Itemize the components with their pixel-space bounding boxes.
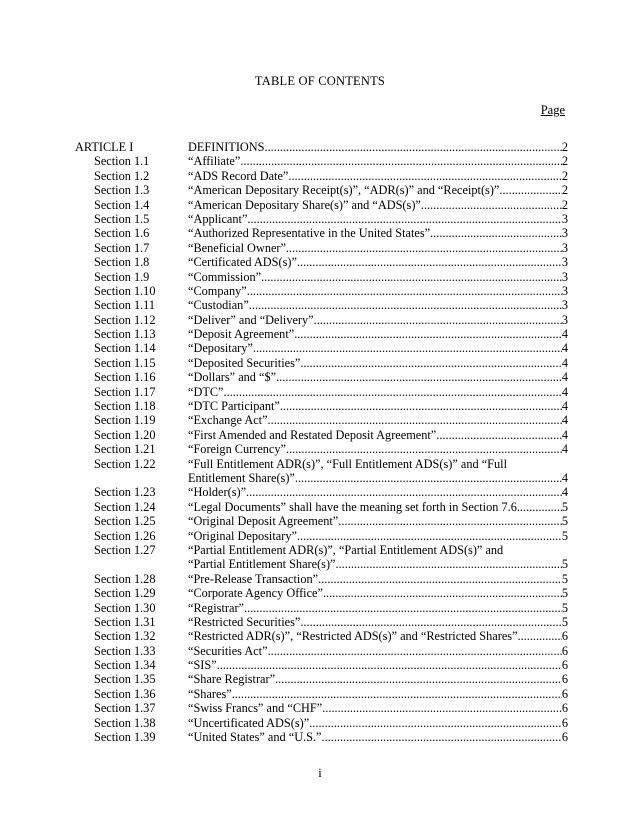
- toc-entry[interactable]: [0, 485, 640, 499]
- toc-entry[interactable]: [0, 658, 640, 672]
- dot-leader: [336, 557, 562, 571]
- toc-entry-label: Section 1.16: [94, 370, 156, 385]
- toc-entry-title-block: [188, 212, 568, 226]
- toc-entry[interactable]: [0, 413, 640, 427]
- dot-leader: [253, 341, 562, 355]
- toc-entry-title-block: [188, 687, 568, 701]
- toc-entry-label: Section 1.18: [94, 399, 156, 414]
- dot-leader: [518, 629, 562, 643]
- toc-entry-title: “Dollars” and “$”: [188, 370, 277, 385]
- toc-entry-page: 3: [561, 269, 568, 284]
- toc-entry-page: 3: [561, 312, 568, 327]
- dot-leader: [430, 226, 562, 240]
- toc-entry-page: 6: [561, 715, 568, 730]
- toc-entry-title-block: [188, 529, 568, 543]
- toc-entry[interactable]: [0, 730, 640, 744]
- toc-entry-title: “Securities Act”: [188, 643, 268, 658]
- toc-entry-title: “Deposit Agreement”: [188, 327, 295, 342]
- toc-entry-title: “Share Registrar”: [188, 672, 276, 687]
- toc-entry-title: “Holder(s)”: [188, 485, 247, 500]
- toc-entry[interactable]: [0, 500, 640, 514]
- dot-leader: [300, 356, 562, 370]
- dot-leader: [265, 140, 562, 154]
- toc-entry-title-block: [188, 601, 568, 615]
- toc-entry[interactable]: [0, 428, 640, 442]
- toc-entry-page: 4: [561, 413, 568, 428]
- toc-entry-title: “Commission”: [188, 269, 262, 284]
- toc-entry-label: ARTICLE I: [75, 140, 134, 154]
- toc-entry-label: Section 1.32: [94, 629, 156, 644]
- toc-entry-page: 5: [561, 499, 568, 514]
- toc-entry-label: Section 1.26: [94, 528, 156, 543]
- dot-leader: [246, 485, 562, 499]
- toc-entry-title: “Company”: [188, 283, 247, 298]
- toc-entry-page: 5: [561, 600, 568, 615]
- toc-entry-label: Section 1.20: [94, 427, 156, 442]
- toc-entry-label: Section 1.38: [94, 715, 156, 730]
- toc-entry-page: 5: [561, 528, 568, 543]
- toc-entry-label: Section 1.7: [94, 240, 150, 255]
- toc-entry[interactable]: [0, 716, 640, 730]
- toc-entry-title: “Deposited Securities”: [188, 355, 301, 370]
- toc-entry-label: Section 1.39: [94, 730, 156, 745]
- toc-entry-page: 5: [561, 614, 568, 629]
- toc-entry-page: 4: [561, 470, 568, 485]
- toc-entry-label: Section 1.23: [94, 485, 156, 500]
- toc-entry-label: Section 1.10: [94, 283, 156, 298]
- toc-entry[interactable]: [0, 529, 640, 543]
- dot-leader: [288, 169, 561, 183]
- toc-entry-title: “SIS”: [188, 658, 217, 673]
- toc-entry-page: 3: [561, 240, 568, 255]
- dot-leader: [318, 572, 562, 586]
- toc-entry-page: 4: [561, 384, 568, 399]
- toc-entry-page: 3: [561, 226, 568, 241]
- toc-entry[interactable]: [0, 226, 640, 240]
- toc-entry-page: 3: [561, 255, 568, 270]
- toc-entry-title: “Uncertificated ADS(s)”: [188, 715, 310, 730]
- toc-entry-label: Section 1.4: [94, 197, 150, 212]
- toc-entry-page: 3: [561, 298, 568, 313]
- toc-entry-label: Section 1.27: [94, 542, 156, 557]
- toc-entry[interactable]: [0, 154, 640, 168]
- toc-entry-page: 2: [561, 154, 568, 169]
- dot-leader: [499, 183, 561, 197]
- toc-entry-title: “First Amended and Restated Deposit Agreement”: [188, 427, 437, 442]
- toc-entry-page: 6: [561, 730, 568, 745]
- toc-entry-title: “Foreign Currency”: [188, 442, 286, 457]
- toc-entry-title-block: [188, 399, 568, 413]
- toc-entry-title-block: [188, 370, 568, 384]
- toc-entry-label: Section 1.25: [94, 514, 156, 529]
- dot-leader: [244, 601, 562, 615]
- toc-entry-title: “Exchange Act”: [188, 413, 268, 428]
- toc-entry-label: Section 1.2: [94, 168, 150, 183]
- toc-entry-title-block: [188, 385, 568, 399]
- toc-entry-label: Section 1.37: [94, 701, 156, 716]
- toc-entry-label: Section 1.24: [94, 499, 156, 514]
- dot-leader: [268, 413, 562, 427]
- toc-entry[interactable]: [0, 140, 640, 154]
- toc-entry-title-block: [188, 198, 568, 212]
- toc-entry[interactable]: [0, 543, 640, 572]
- dot-leader: [309, 716, 562, 730]
- toc-entry-label: Section 1.12: [94, 312, 156, 327]
- dot-leader: [436, 428, 562, 442]
- toc-entry-title-first-line: “Partial Entitlement ADR(s)”, “Partial Entitlement ADS(s)” and: [188, 542, 504, 557]
- toc-entry-page: 4: [561, 442, 568, 457]
- toc-entry[interactable]: [0, 629, 640, 643]
- dot-leader: [517, 500, 562, 514]
- toc-entry-title-first-line: “Full Entitlement ADR(s)”, “Full Entitlement ADS(s)” and “Full: [188, 456, 507, 471]
- toc-entry-title-block: [188, 615, 568, 629]
- toc-entry-label: Section 1.14: [94, 341, 156, 356]
- toc-entry-title: Entitlement Share(s)”: [188, 470, 295, 485]
- toc-entry-title-block: [188, 701, 568, 715]
- toc-entry[interactable]: [0, 687, 640, 701]
- dot-leader: [247, 212, 561, 226]
- toc-entry-title: “Affiliate”: [188, 154, 241, 169]
- toc-entry-title: “Authorized Representative in the United States”: [188, 226, 431, 241]
- toc-entry-title: “Legal Documents” shall have the meaning set forth in Section 7.6: [188, 499, 517, 514]
- toc-entry-title: “Depositary”: [188, 341, 253, 356]
- dot-leader: [261, 270, 562, 284]
- toc-entry-title: “ADS Record Date”: [188, 168, 289, 183]
- table-of-contents: [0, 140, 640, 744]
- toc-entry-page: 2: [561, 140, 568, 154]
- toc-entry-label: Section 1.15: [94, 355, 156, 370]
- toc-entry-title-block: [188, 485, 568, 499]
- dot-leader: [224, 385, 562, 399]
- page-number-footer: i: [318, 766, 322, 780]
- dot-leader: [314, 313, 562, 327]
- toc-entry-title-block: [188, 270, 568, 284]
- toc-entry-title-block: [188, 183, 568, 197]
- toc-entry[interactable]: [0, 601, 640, 615]
- toc-entry-title-block: [188, 413, 568, 427]
- toc-entry-title-block: [188, 356, 568, 370]
- toc-entry-title: “Original Depositary”: [188, 528, 297, 543]
- toc-entry[interactable]: [0, 615, 640, 629]
- dot-leader: [294, 327, 562, 341]
- toc-entry-title-block: [188, 154, 568, 168]
- toc-entry[interactable]: [0, 442, 640, 456]
- dot-leader: [300, 615, 562, 629]
- toc-entry-title: “Applicant”: [188, 211, 248, 226]
- toc-entry-title-block: [188, 169, 568, 183]
- toc-entry-page: 2: [561, 197, 568, 212]
- toc-entry-title: “Original Deposit Agreement”: [188, 514, 339, 529]
- toc-entry-page: 4: [561, 399, 568, 414]
- dot-leader: [421, 198, 562, 212]
- toc-entry-title: “Swiss Francs” and “CHF”: [188, 701, 323, 716]
- toc-entry-title: “Custodian”: [188, 298, 249, 313]
- toc-entry[interactable]: [0, 644, 640, 658]
- toc-entry[interactable]: [0, 514, 640, 528]
- toc-entry-label: Section 1.28: [94, 571, 156, 586]
- toc-entry[interactable]: [0, 356, 640, 370]
- toc-entry-title-block: [188, 672, 568, 686]
- toc-entry-title-block: [188, 629, 568, 643]
- toc-entry-title-block: [188, 572, 568, 586]
- toc-entry-title-block: [188, 140, 568, 154]
- toc-entry-title: “Deliver” and “Delivery”: [188, 312, 314, 327]
- toc-entry-label: Section 1.31: [94, 614, 156, 629]
- toc-entry[interactable]: [0, 385, 640, 399]
- page-column-header: Page: [540, 103, 565, 117]
- toc-entry[interactable]: [0, 672, 640, 686]
- toc-entry[interactable]: [0, 701, 640, 715]
- dot-leader: [232, 687, 562, 701]
- toc-entry[interactable]: [0, 183, 640, 197]
- toc-entry-label: Section 1.36: [94, 686, 156, 701]
- toc-entry-title-block: [188, 284, 568, 298]
- toc-entry-page: 6: [561, 701, 568, 716]
- toc-entry-title-block: [188, 298, 568, 312]
- toc-entry-title-block: [188, 586, 568, 600]
- toc-entry-title: “Restricted Securities”: [188, 614, 301, 629]
- toc-entry-title-block: [188, 241, 568, 255]
- dot-leader: [240, 154, 561, 168]
- toc-entry[interactable]: [0, 341, 640, 355]
- toc-entry-page: 5: [561, 514, 568, 529]
- toc-entry-label: Section 1.30: [94, 600, 156, 615]
- toc-entry-page: 6: [561, 658, 568, 673]
- toc-entry[interactable]: [0, 198, 640, 212]
- toc-entry-title-block: [188, 658, 568, 672]
- toc-entry-label: Section 1.19: [94, 413, 156, 428]
- toc-entry-title: DEFINITIONS: [188, 140, 265, 154]
- toc-entry-title-block: [188, 442, 568, 456]
- toc-entry-title: “American Depositary Share(s)” and “ADS(s)”: [188, 197, 421, 212]
- dot-leader: [280, 399, 562, 413]
- dot-leader: [297, 255, 562, 269]
- toc-entry[interactable]: [0, 241, 640, 255]
- toc-entry-label: Section 1.1: [94, 154, 150, 169]
- toc-entry-page: 6: [561, 686, 568, 701]
- toc-entry-title: “Pre-Release Transaction”: [188, 571, 319, 586]
- toc-entry-page: 5: [561, 571, 568, 586]
- dot-leader: [322, 701, 562, 715]
- dot-leader: [297, 529, 562, 543]
- toc-entry[interactable]: [0, 169, 640, 183]
- toc-entry-label: Section 1.34: [94, 658, 156, 673]
- dot-leader: [286, 241, 562, 255]
- dot-leader: [247, 284, 562, 298]
- toc-entry-title: “Beneficial Owner”: [188, 240, 286, 255]
- dot-leader: [322, 730, 562, 744]
- toc-entry[interactable]: [0, 212, 640, 226]
- toc-entry-title-block: [188, 341, 568, 355]
- toc-entry-title-block: [188, 716, 568, 730]
- toc-entry-page: 3: [561, 211, 568, 226]
- toc-entry-title-block: [188, 457, 568, 486]
- toc-entry-title-block: [188, 255, 568, 269]
- toc-entry-page: 2: [561, 168, 568, 183]
- toc-entry[interactable]: [0, 298, 640, 312]
- toc-entry-label: Section 1.22: [94, 456, 156, 471]
- page-title: TABLE OF CONTENTS: [254, 74, 386, 88]
- toc-entry-title: “Shares”: [188, 686, 232, 701]
- toc-entry-label: Section 1.6: [94, 226, 150, 241]
- toc-entry[interactable]: [0, 284, 640, 298]
- toc-entry-page: 4: [561, 327, 568, 342]
- toc-entry-title: “Restricted ADR(s)”, “Restricted ADS(s)” and “Restricted Shares”: [188, 629, 518, 644]
- toc-entry-title-block: [188, 730, 568, 744]
- toc-entry-label: Section 1.29: [94, 586, 156, 601]
- dot-leader: [338, 514, 562, 528]
- toc-entry[interactable]: [0, 327, 640, 341]
- toc-entry-title: “United States” and “U.S.”: [188, 730, 322, 745]
- toc-entry-label: Section 1.21: [94, 442, 156, 457]
- dot-leader: [217, 658, 562, 672]
- dot-leader: [249, 298, 562, 312]
- toc-entry-title: “DTC Participant”: [188, 399, 280, 414]
- toc-entry-title: “American Depositary Receipt(s)”, “ADR(s)” and “Receipt(s)”: [188, 183, 500, 198]
- dot-leader: [275, 672, 562, 686]
- toc-entry-page: 4: [561, 427, 568, 442]
- toc-entry[interactable]: [0, 572, 640, 586]
- toc-entry-page: 2: [561, 183, 568, 198]
- toc-entry-title: “Partial Entitlement Share(s)”: [188, 557, 336, 572]
- dot-leader: [295, 471, 562, 485]
- toc-entry-title-block: [188, 327, 568, 341]
- toc-entry-title: “Registrar”: [188, 600, 244, 615]
- toc-entry-label: Section 1.35: [94, 672, 156, 687]
- toc-entry-label: Section 1.5: [94, 211, 150, 226]
- toc-entry-label: Section 1.8: [94, 255, 150, 270]
- toc-entry-label: Section 1.11: [94, 298, 156, 313]
- toc-entry[interactable]: [0, 313, 640, 327]
- toc-entry[interactable]: [0, 255, 640, 269]
- toc-entry-page: 6: [561, 672, 568, 687]
- toc-entry-title-block: [188, 313, 568, 327]
- toc-entry-label: Section 1.33: [94, 643, 156, 658]
- toc-entry-title-block: [188, 644, 568, 658]
- toc-entry-label: Section 1.13: [94, 327, 156, 342]
- toc-entry-title-block: [188, 543, 568, 572]
- dot-leader: [323, 586, 562, 600]
- toc-entry-page: 4: [561, 485, 568, 500]
- toc-entry-page: 6: [561, 629, 568, 644]
- toc-entry-page: 4: [561, 355, 568, 370]
- toc-entry-page: 4: [561, 341, 568, 356]
- toc-entry-page: 5: [561, 557, 568, 572]
- toc-entry[interactable]: [0, 370, 640, 384]
- toc-entry-page: 6: [561, 643, 568, 658]
- toc-entry-title-block: [188, 226, 568, 240]
- toc-entry-page: 4: [561, 370, 568, 385]
- toc-entry-label: Section 1.17: [94, 384, 156, 399]
- toc-entry-title: “DTC”: [188, 384, 224, 399]
- dot-leader: [268, 644, 562, 658]
- toc-entry-title-block: [188, 428, 568, 442]
- toc-entry[interactable]: [0, 586, 640, 600]
- dot-leader: [276, 370, 562, 384]
- toc-entry[interactable]: [0, 270, 640, 284]
- toc-entry-label: Section 1.9: [94, 269, 150, 284]
- toc-entry-label: Section 1.3: [94, 183, 150, 198]
- toc-entry[interactable]: [0, 457, 640, 486]
- toc-entry-title-block: [188, 514, 568, 528]
- toc-entry-title: “Certificated ADS(s)”: [188, 255, 297, 270]
- toc-entry-page: 3: [561, 283, 568, 298]
- dot-leader: [286, 442, 562, 456]
- toc-entry-title-block: [188, 500, 568, 514]
- toc-entry[interactable]: [0, 399, 640, 413]
- toc-entry-title: “Corporate Agency Office”: [188, 586, 323, 601]
- toc-entry-page: 5: [561, 586, 568, 601]
